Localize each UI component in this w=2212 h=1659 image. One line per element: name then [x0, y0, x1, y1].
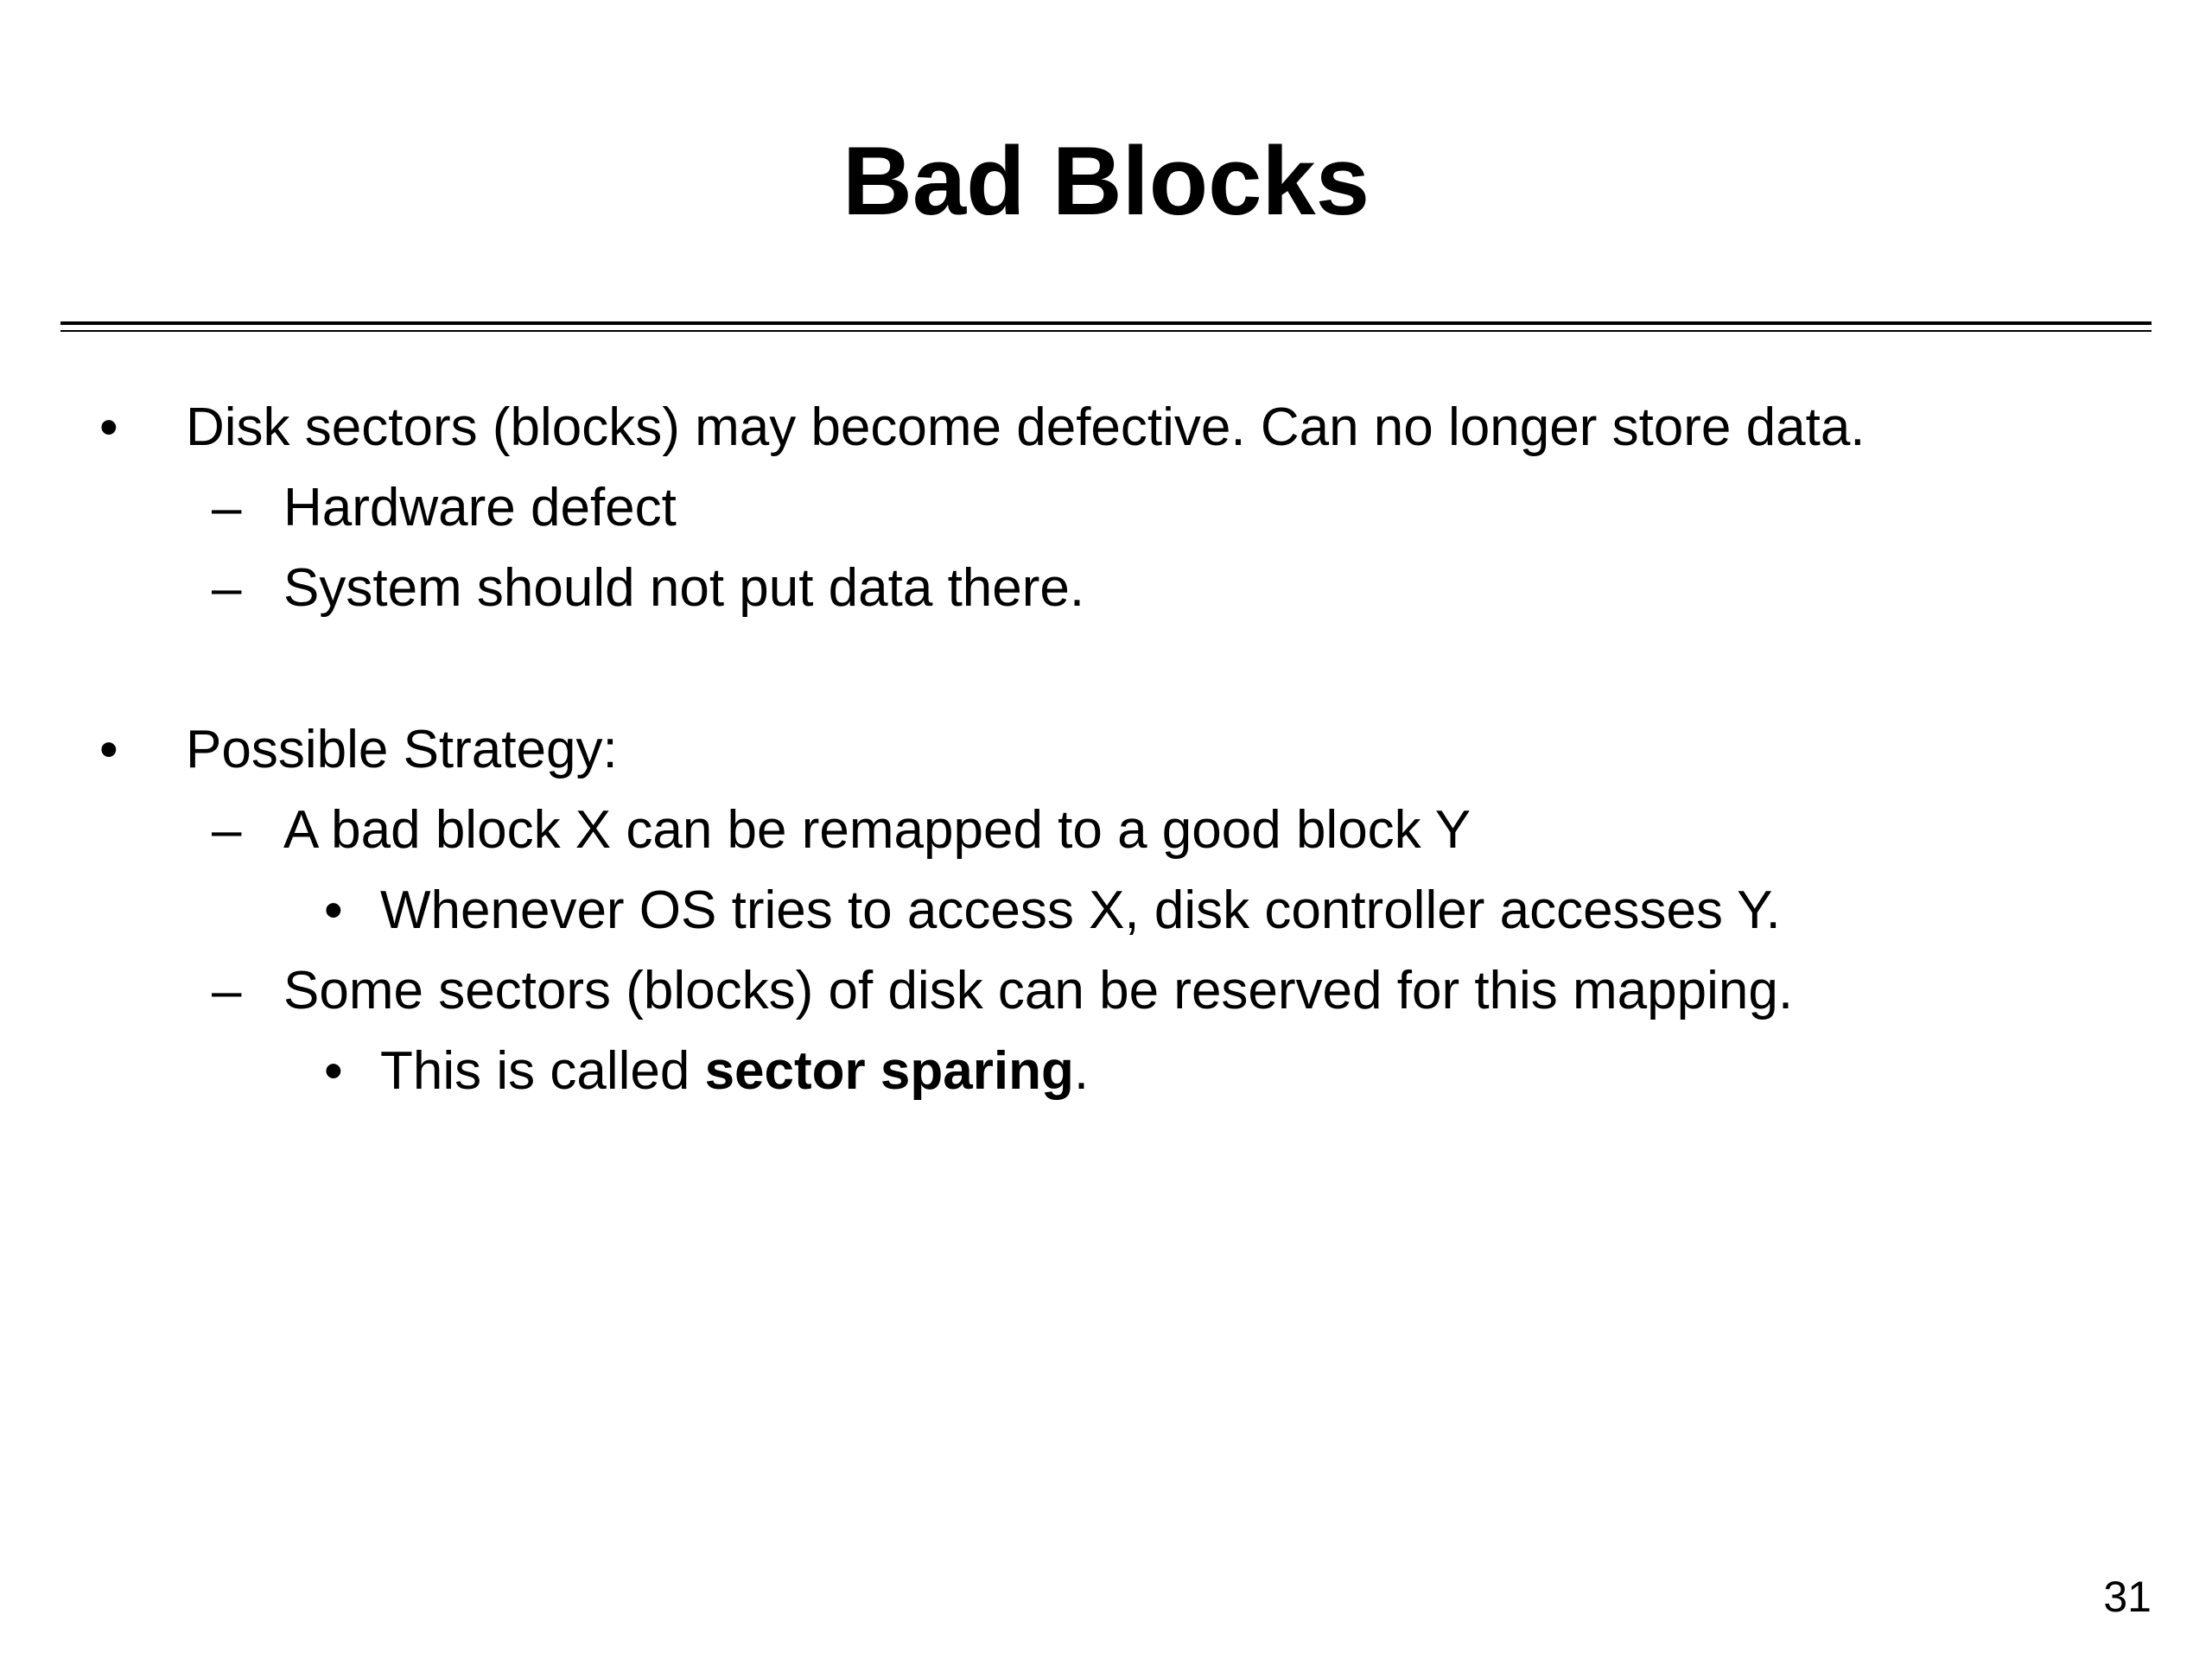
bullet-marker: •: [99, 720, 118, 779]
text-bold-term: sector sparing: [704, 1041, 1074, 1101]
sub-sub-bullet-text: Whenever OS tries to access X, disk controller accesses Y.: [380, 880, 1781, 940]
page-number: 31: [2103, 1573, 2152, 1621]
sub-sub-bullet-marker: •: [324, 880, 343, 940]
sub-bullet-marker: –: [212, 961, 242, 1020]
bullet-text: Disk sectors (blocks) may become defective. Can no longer store data.: [186, 397, 1866, 457]
text-regular: This is called: [380, 1041, 705, 1101]
bullet-text: Possible Strategy:: [186, 720, 618, 779]
sub-bullet-text: System should not put data there.: [283, 558, 1085, 618]
sub-sub-bullet-text: [380, 1039, 1089, 1104]
sub-bullet-marker: –: [212, 558, 242, 618]
sub-bullet-text: Hardware defect: [283, 478, 677, 537]
sub-bullet-text: Some sectors (blocks) of disk can be reserved for this mapping.: [283, 961, 1794, 1020]
bullet-marker: •: [99, 397, 118, 457]
sub-bullet-marker: –: [212, 478, 242, 537]
sub-sub-bullet-marker: •: [324, 1041, 343, 1101]
sub-bullet-marker: –: [212, 800, 242, 860]
sub-bullet-text: A bad block X can be remapped to a good block Y: [283, 800, 1471, 860]
text-regular: .: [1073, 1041, 1090, 1101]
slide-title: Bad Blocks: [842, 127, 1370, 235]
